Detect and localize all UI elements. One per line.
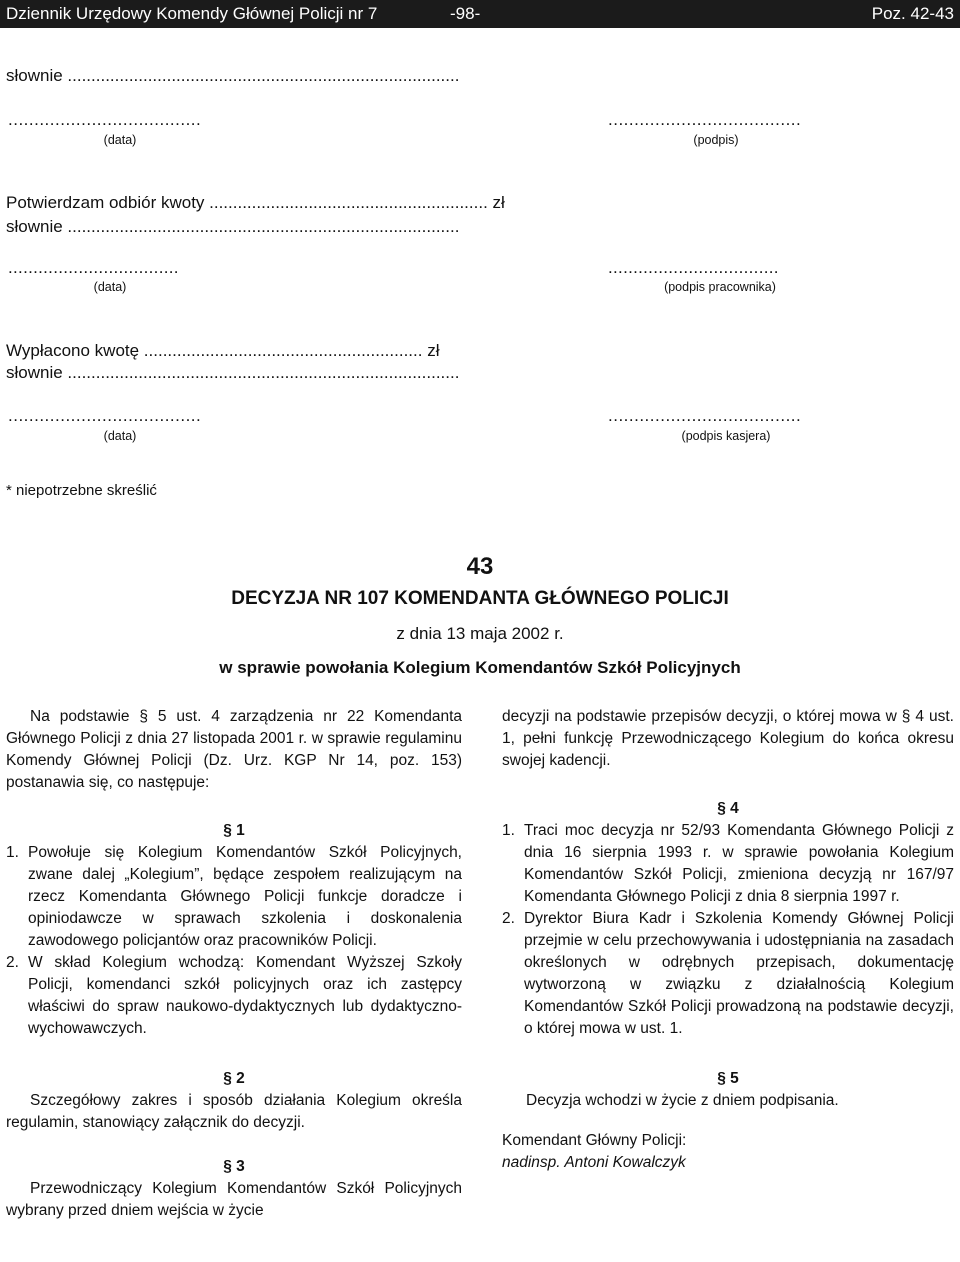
signature-label: (podpis) — [693, 133, 739, 147]
section-heading: § 5 — [717, 1070, 739, 1087]
item-number: 1. — [6, 844, 19, 861]
decision-title: DECYZJA NR 107 KOMENDANTA GŁÓWNEGO POLICJI — [231, 588, 729, 609]
position-number: Poz. 42-43 — [871, 4, 954, 23]
amount-in-words-line: słownie ................................................................................... — [6, 217, 460, 236]
footnote: * niepotrzebne skreślić — [6, 482, 157, 499]
item-number: 2. — [502, 910, 515, 927]
list-item — [502, 820, 954, 908]
left-column — [6, 706, 462, 1222]
decision-subject: w sprawie powołania Kolegium Komendantów Szkół Policyjnych — [219, 658, 741, 677]
date-label: (data) — [103, 133, 137, 147]
list-item — [6, 842, 462, 952]
page-header — [0, 0, 960, 28]
date-dots: .................................. — [8, 258, 179, 277]
section-heading: § 2 — [223, 1070, 245, 1087]
cashier-signature-label: (podpis kasjera) — [681, 429, 771, 443]
employee-signature-label: (podpis pracownika) — [664, 280, 776, 294]
item-text: Powołuje się Kolegium Komendantów Szkół Policyjnych, zwane dalej „Kolegium”, będące zespołem realizującym na rzecz Komendanta Głównego Policji funkcje doradcze i opiniodawcze w sprawach szkolenia i doskonalenia zawodowego policjantów oraz pracowników Policji. — [28, 844, 462, 949]
amount-in-words-line: słownie ................................................................................... — [6, 363, 460, 382]
right-column — [502, 706, 954, 1174]
date-label: (data) — [103, 429, 137, 443]
decision-number: 43 — [466, 553, 494, 580]
date-dots: ..................................... — [8, 110, 202, 129]
page-number: -98- — [450, 4, 481, 23]
item-text: Dyrektor Biura Kadr i Szkolenia Komendy Głównej Policji przejmie w celu przechowywania i udostępniania na zasadach określonych w odrębnych przepisach, dokumentację wytworzoną w związku z działalnością Kolegium Komendantów Szkół Policji prowadzoną na podstawie decyzji, o której mowa w ust. 1. — [524, 910, 954, 1037]
signature-name: nadinsp. Antoni Kowalczyk — [502, 1154, 686, 1171]
section-heading: § 3 — [223, 1158, 245, 1175]
receipt-confirmation-line: Potwierdzam odbiór kwoty ........................................................... zł — [6, 193, 505, 212]
payout-line: Wypłacono kwotę ........................................................... zł — [6, 341, 440, 360]
section-heading: § 4 — [717, 800, 739, 817]
signature-dots: ..................................... — [608, 406, 802, 425]
item-text: Traci moc decyzja nr 52/93 Komendanta Głównego Policji z dnia 16 sierpnia 1993 r. w sprawie powołania Kolegium Komendantów Szkół Policji, zmieniona decyzją nr 167/97 Komendanta Głównego Policji z dnia 8 sierpnia 1997 r. — [524, 822, 954, 905]
list-item — [502, 908, 954, 1040]
date-dots: ..................................... — [8, 406, 202, 425]
intro-paragraph: Na podstawie § 5 ust. 4 zarządzenia nr 22 Komendanta Głównego Policji z dnia 27 listopada 2001 r. w sprawie regulaminu Komendy Głównej Policji (Dz. Urz. KGP Nr 14, poz. 153) postanawia się, co następuje: — [6, 708, 462, 791]
journal-title: Dziennik Urzędowy Komendy Głównej Policji nr 7 — [6, 4, 378, 23]
signature-title: Komendant Główny Policji: — [502, 1132, 687, 1149]
section-heading: § 1 — [223, 822, 245, 839]
list-item — [6, 952, 462, 1040]
signature-dots: .................................. — [608, 258, 779, 277]
date-label: (data) — [93, 280, 127, 294]
signature-dots: ..................................... — [608, 110, 802, 129]
section-text: Przewodniczący Kolegium Komendantów Szkół Policyjnych wybrany przed dniem wejścia w życie — [6, 1180, 462, 1219]
item-text: W skład Kolegium wchodzą: Komendant Wyższej Szkoły Policji, komendanci szkół policyjnych oraz ich zastępcy właściwi do spraw naukowo-dydaktycznych lub dydaktyczno-wychowawczych. — [28, 954, 462, 1037]
amount-in-words-line: słownie ................................................................................... — [6, 66, 460, 85]
section-text: Szczegółowy zakres i sposób działania Kolegium określa regulamin, stanowiący załącznik do decyzji. — [6, 1092, 462, 1131]
item-number: 2. — [6, 954, 19, 971]
section-text: Decyzja wchodzi w życie z dniem podpisania. — [526, 1092, 839, 1109]
item-number: 1. — [502, 822, 515, 839]
decision-date: z dnia 13 maja 2002 r. — [396, 624, 564, 643]
continuation-paragraph: decyzji na podstawie przepisów decyzji, o której mowa w § 4 ust. 1, pełni funkcję Przewodniczącego Kolegium do końca okresu swojej kadencji. — [502, 708, 954, 769]
